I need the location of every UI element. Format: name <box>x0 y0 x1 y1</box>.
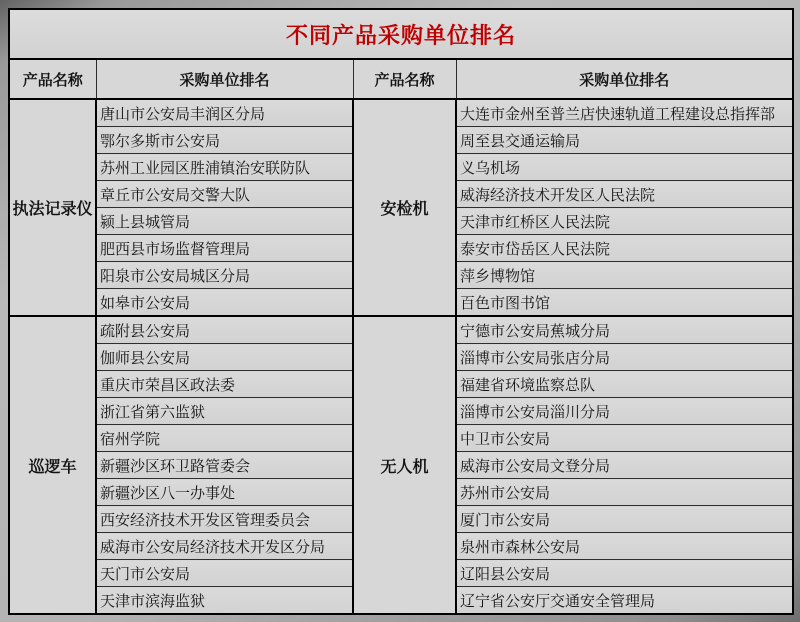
procurement-ranking-table <box>8 8 794 615</box>
header-product-right: 产品名称 <box>353 59 456 99</box>
table-row <box>9 99 793 127</box>
unit-cell: 苏州市公安局 <box>456 479 793 506</box>
unit-cell: 西安经济技术开发区管理委员会 <box>96 506 353 533</box>
unit-cell: 威海经济技术开发区人民法院 <box>456 181 793 208</box>
unit-cell: 宁德市公安局蕉城分局 <box>456 316 793 344</box>
unit-cell: 疏附县公安局 <box>96 316 353 344</box>
product-cell-patrol-car: 巡逻车 <box>9 316 96 614</box>
unit-cell: 阳泉市公安局城区分局 <box>96 262 353 289</box>
unit-cell: 百色市图书馆 <box>456 289 793 317</box>
unit-cell: 唐山市公安局丰润区分局 <box>96 99 353 127</box>
header-ranking-left: 采购单位排名 <box>96 59 353 99</box>
unit-cell: 泰安市岱岳区人民法院 <box>456 235 793 262</box>
unit-cell: 福建省环境监察总队 <box>456 371 793 398</box>
unit-cell: 苏州工业园区胜浦镇治安联防队 <box>96 154 353 181</box>
header-product-left: 产品名称 <box>9 59 96 99</box>
unit-cell: 辽宁省公安厅交通安全管理局 <box>456 587 793 615</box>
table-row <box>9 316 793 344</box>
table-title: 不同产品采购单位排名 <box>9 9 793 59</box>
header-row <box>9 59 793 99</box>
unit-cell: 辽阳县公安局 <box>456 560 793 587</box>
unit-cell: 天门市公安局 <box>96 560 353 587</box>
unit-cell: 章丘市公安局交警大队 <box>96 181 353 208</box>
unit-cell: 天津市滨海监狱 <box>96 587 353 615</box>
unit-cell: 厦门市公安局 <box>456 506 793 533</box>
unit-cell: 颍上县城管局 <box>96 208 353 235</box>
unit-cell: 鄂尔多斯市公安局 <box>96 127 353 154</box>
unit-cell: 天津市红桥区人民法院 <box>456 208 793 235</box>
product-cell-bodycam: 执法记录仪 <box>9 99 96 316</box>
product-cell-scanner: 安检机 <box>353 99 456 316</box>
unit-cell: 重庆市荣昌区政法委 <box>96 371 353 398</box>
unit-cell: 周至县交通运输局 <box>456 127 793 154</box>
unit-cell: 威海市公安局文登分局 <box>456 452 793 479</box>
title-row <box>9 9 793 59</box>
product-cell-drone: 无人机 <box>353 316 456 614</box>
unit-cell: 义乌机场 <box>456 154 793 181</box>
unit-cell: 如皋市公安局 <box>96 289 353 317</box>
unit-cell: 泉州市森林公安局 <box>456 533 793 560</box>
unit-cell: 中卫市公安局 <box>456 425 793 452</box>
unit-cell: 浙江省第六监狱 <box>96 398 353 425</box>
unit-cell: 威海市公安局经济技术开发区分局 <box>96 533 353 560</box>
unit-cell: 伽师县公安局 <box>96 344 353 371</box>
unit-cell: 新疆沙区环卫路管委会 <box>96 452 353 479</box>
unit-cell: 新疆沙区八一办事处 <box>96 479 353 506</box>
unit-cell: 萍乡博物馆 <box>456 262 793 289</box>
unit-cell: 淄博市公安局淄川分局 <box>456 398 793 425</box>
unit-cell: 淄博市公安局张店分局 <box>456 344 793 371</box>
unit-cell: 大连市金州至普兰店快速轨道工程建设总指挥部 <box>456 99 793 127</box>
unit-cell: 肥西县市场监督管理局 <box>96 235 353 262</box>
header-ranking-right: 采购单位排名 <box>456 59 793 99</box>
unit-cell: 宿州学院 <box>96 425 353 452</box>
